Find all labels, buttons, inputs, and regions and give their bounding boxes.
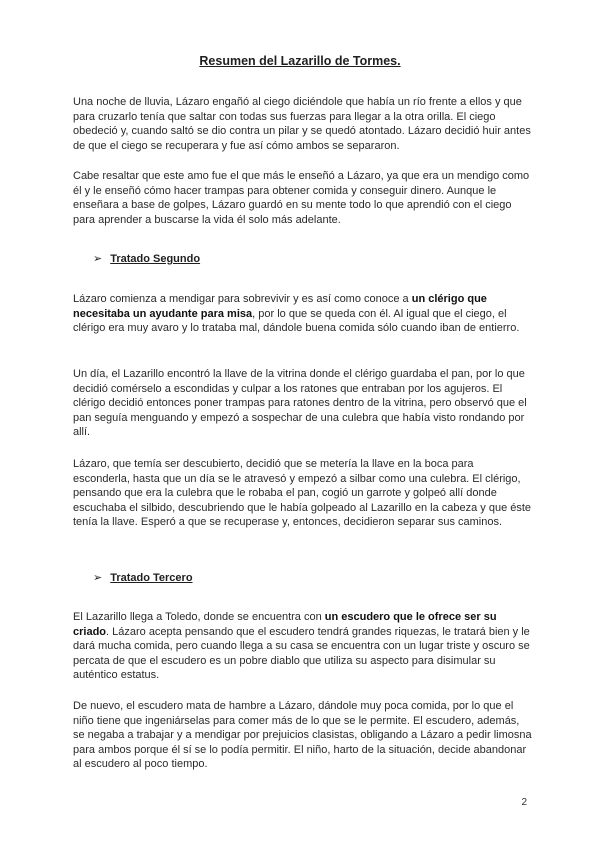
highlighted-text: un clérigo que necesitaba un ayudante para misa (73, 293, 487, 320)
intro-paragraph-2: Cabe resaltar que este amo fue el que más le enseñó a Lázaro, ya que era un mendigo como él y le enseñó cómo hacer trampas para obtener comida y conseguir dinero. Aunque le enseñara a base de golpes, Lázaro guardó en su mente todo lo que aprendió con el ciego para aprender a buscarse la vida él solo más adelante. (73, 170, 530, 226)
text-run: , por lo que se queda con él. Al igual que el ciego, el clérigo era muy avaro y lo trataba mal, dándole buena comida sólo cuando iban de entierro. (73, 307, 520, 335)
tratado2-paragraph-2: Un día, el Lazarillo encontró la llave de la vitrina donde el clérigo guardaba el pan, por lo que decidió comérselo a escondidas y culpar a los ratones que entraban por los agujeros. El clérigo decidió entonces poner trampas para ratones dentro de la vitrina, pero observó que el pan seguía menguando y empezó a sospechar de una culebra que había visto rondando por allí. (73, 368, 527, 439)
section-heading-text: Tratado Tercero (110, 572, 193, 584)
text-run: Lázaro comienza a mendigar para sobrevivir y es así como conoce a (73, 293, 412, 305)
text-run: . Lázaro acepta pensando que el escudero tendrá grandes riquezas, le tratará bien y le dará mucha comida, pero cuando llega a su casa se encuentra con un lugar triste y oscuro se percata de que el escudero es un pobre diablo que utiliza su aspecto para disimular su auténtico estatus. (73, 625, 530, 682)
arrow-bullet-icon: ➢ (93, 572, 103, 584)
tratado3-paragraph-1 (73, 610, 533, 683)
tratado2-paragraph-1 (73, 292, 533, 336)
section-heading-text: Tratado Segundo (110, 253, 201, 265)
text-run: El Lazarillo llega a Toledo, donde se encuentra con (73, 611, 325, 623)
page-number: 2 (521, 797, 527, 808)
tratado3-paragraph-2: De nuevo, el escudero mata de hambre a Lázaro, dándole muy poca comida, por lo que el niño tiene que ingeniárselas para comer más de lo que se le permite. El escudero, además, se negaba a trabajar y a mendigar por prejuicios clasistas, obligando a Lázaro a pedir limosna para ambos porque él sí se lo podía permitir. El niño, harto de la situación, decide abandonar al escudero al poco tiempo. (73, 700, 532, 771)
section-heading-tratado-segundo (93, 252, 200, 265)
highlighted-text: un escudero que le ofrece ser su criado (73, 611, 497, 638)
page-title: Resumen del Lazarillo de Tormes. (199, 54, 401, 68)
arrow-bullet-icon: ➢ (93, 253, 103, 265)
section-heading-tratado-tercero (93, 571, 193, 584)
tratado2-paragraph-3: Lázaro, que temía ser descubierto, decidió que se metería la llave en la boca para esconderla, hasta que un día se le atravesó y empezó a silbar como una culebra. El clérigo, pensando que era la culebra que le robaba el pan, cogió un garrote y golpeó allí donde escuchaba el silbido, descubriendo que le había golpeado al Lazarillo en la cabeza y que éste tenía la llave. Esperó a que se recuperase y, entonces, decidieron separar sus caminos. (73, 458, 532, 529)
intro-paragraph-1: Una noche de lluvia, Lázaro engañó al ciego diciéndole que había un río frente a ellos y que para cruzarlo tenía que saltar con todas sus fuerzas para llegar a la otra orilla. El ciego obedeció y, cuando saltó se dio contra un pilar y se quedó atontado. Lázaro decidió huir antes de que el ciego se recuperara y fue así cómo ambos se separaron. (73, 96, 531, 152)
